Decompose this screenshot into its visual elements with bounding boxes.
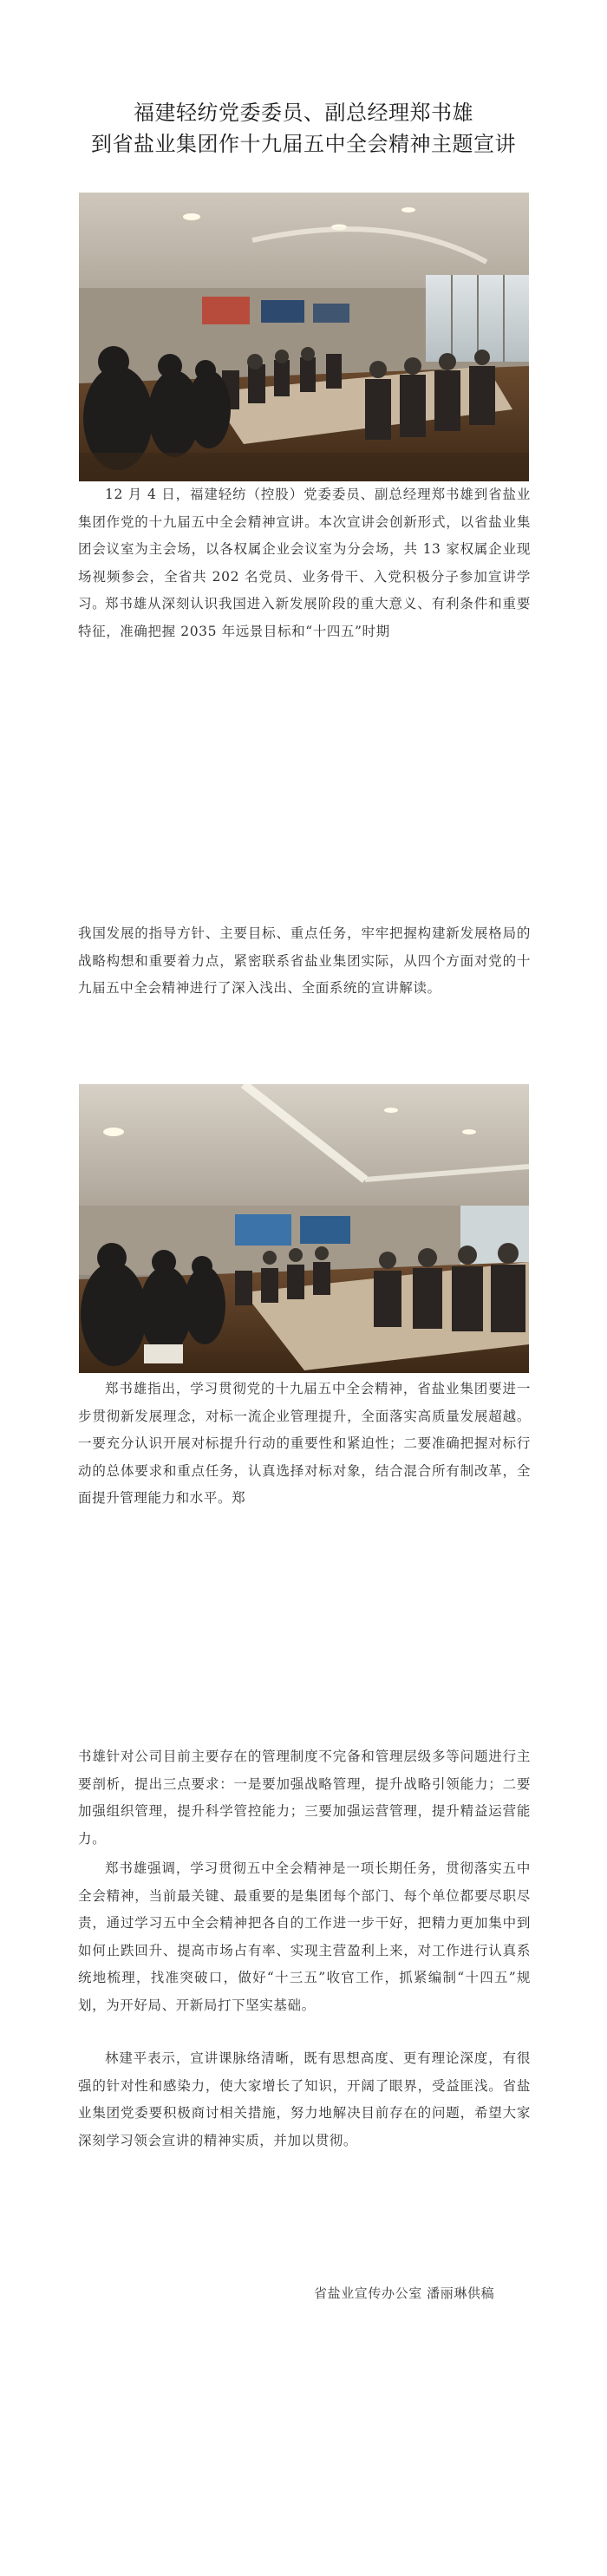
paragraph-speech-content-cont: 我国发展的指导方针、主要目标、重点任务，牢牢把握构建新发展格局的战略构想和重要着力点，紧密联系省盐业集团实际，从四个方面对党的十九届五中全会精神进行了深入浅出、全面系统的宣讲解读。: [78, 925, 531, 996]
paragraph-emphasis: 郑书雄强调，学习贯彻五中全会精神是一项长期任务，贯彻落实五中全会精神，当前最关键、最重要的是集团每个部门、每个单位都要尽职尽责，通过学习五中全会精神把各自的工作进一步干好，把精力更加集中到如何止跌回升、提高市场占有率、实现主营盈利上来，对工作进行认真系统地梳理，找准突破口，做好“十三五”收官工作，抓紧编制“十四五”规划，为开好局、开新局打下坚实基础。: [78, 1860, 531, 2013]
paragraph-requirements-start: 郑书雄指出，学习贯彻党的十九届五中全会精神，省盐业集团要进一步贯彻新发展理念，对标一流企业管理提升，全面落实高质量发展超越。一要充分认识开展对标提升行动的重要性和紧迫性；二要准确把握对标行动的总体要求和重点任务，认真选择对标对象，结合混合所有制改革，全面提升管理能力和水平。郑: [78, 1381, 531, 1506]
meeting-photo-1-image: [79, 193, 529, 481]
paragraph-intro: 12 月 4 日，福建轻纺（控股）党委委员、副总经理郑书雄到省盐业集团作党的十九届五中全会精神宣讲。本次宣讲会创新形式，以省盐业集团会议室为主会场，以各权属企业会议室为分会场，共 13 家权属企业现场视频参会，全省共 202 名党员、业务骨干、入党积极分子参加宣讲学习。: [78, 487, 531, 611]
byline-signature: 省盐业宣传办公室 潘丽琳供稿: [314, 2285, 495, 2301]
paragraph-speech-content-start: 郑书雄从深刻认识我国进入新发展阶段的重大意义、有利条件和重要特征，准确把握 2035 年远景目标和“十四五”时期: [78, 596, 531, 639]
meeting-photo-1: [79, 193, 529, 481]
meeting-photo-2: [79, 1084, 529, 1373]
article-title-line-2: 到省盐业集团作十九届五中全会精神主题宣讲: [91, 132, 516, 156]
meeting-photo-2-image: [79, 1084, 529, 1373]
paragraph-response: 林建平表示，宣讲课脉络清晰，既有思想高度、更有理论深度，有很强的针对性和感染力，使大家增长了知识，开阔了眼界，受益匪浅。省盐业集团党委要积极商讨相关措施，努力地解决目前存在的问题，希望大家深刻学习领会宣讲的精神实质，并加以贯彻。: [78, 2050, 531, 2148]
article-title-line-1: 福建轻纺党委委员、副总经理郑书雄: [134, 101, 473, 125]
paragraph-requirements-cont: 书雄针对公司目前主要存在的管理制度不完备和管理层级多等问题进行主要剖析，提出三点要求：一是要加强战略管理，提升战略引领能力；二要加强组织管理，提升科学管控能力；三要加强运营管理，提升精益运营能力。: [78, 1749, 531, 1847]
